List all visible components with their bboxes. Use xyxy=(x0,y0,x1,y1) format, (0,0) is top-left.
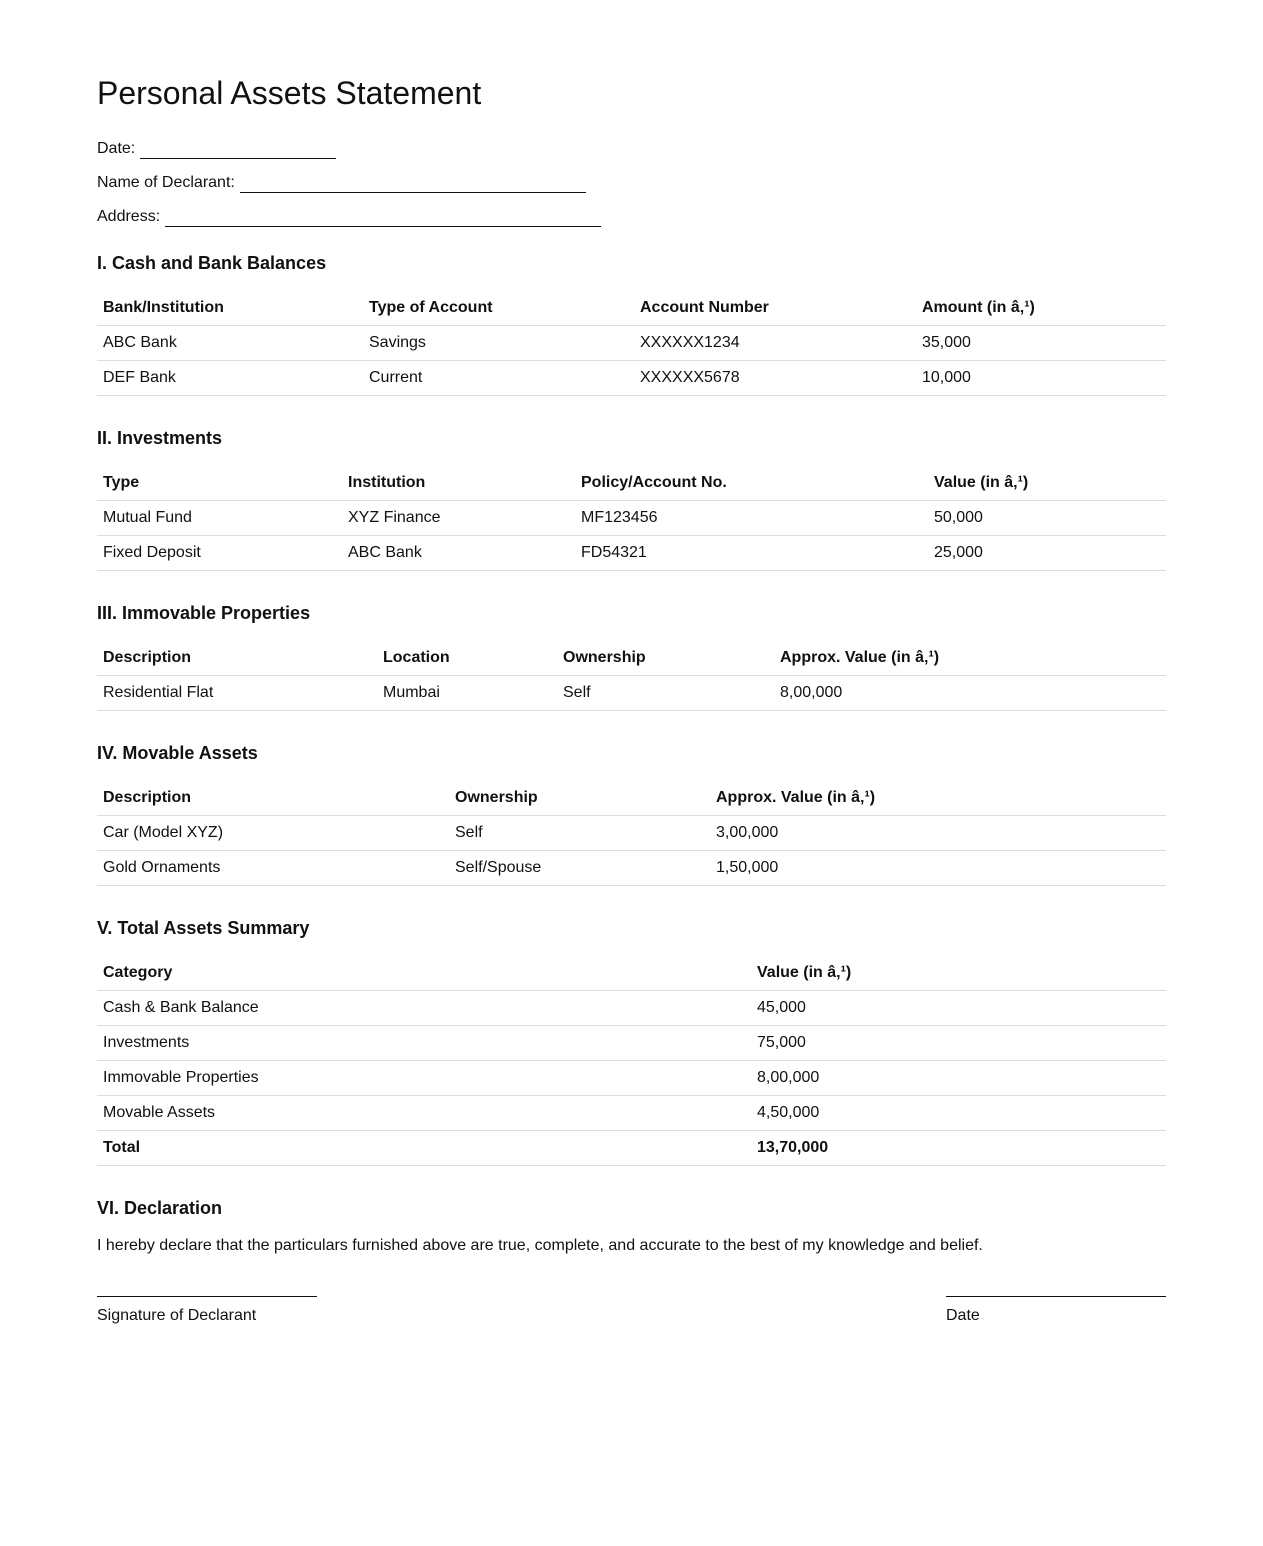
table-row xyxy=(97,851,1166,886)
address-blank[interactable] xyxy=(165,208,601,227)
address-label: Address: xyxy=(97,208,161,225)
table-cell: Self/Spouse xyxy=(449,851,710,886)
movable-table xyxy=(97,781,1166,886)
column-header: Approx. Value (in â‚¹) xyxy=(774,641,1166,676)
column-header: Category xyxy=(97,956,751,991)
table-cell: Mutual Fund xyxy=(97,501,342,536)
table-header-row xyxy=(97,956,1166,991)
signature-block-declarant xyxy=(97,1296,317,1325)
table-row xyxy=(97,361,1166,396)
table-cell: Self xyxy=(557,676,774,711)
table-row xyxy=(97,1061,1166,1096)
table-header-row xyxy=(97,291,1166,326)
table-cell: XXXXXX1234 xyxy=(634,326,916,361)
total-label: Total xyxy=(97,1131,751,1166)
section-title-summary: V. Total Assets Summary xyxy=(97,918,310,938)
table-cell: 45,000 xyxy=(751,991,1166,1026)
table-cell: Current xyxy=(363,361,634,396)
table-cell: 75,000 xyxy=(751,1026,1166,1061)
table-cell: Cash & Bank Balance xyxy=(97,991,751,1026)
column-header: Account Number xyxy=(634,291,916,326)
investments-table xyxy=(97,466,1166,571)
date-field xyxy=(97,125,1166,159)
declaration-text: I hereby declare that the particulars furnished above are true, complete, and accurate to the best of my knowledge and belief. xyxy=(97,1237,983,1254)
table-cell: Savings xyxy=(363,326,634,361)
table-cell: 10,000 xyxy=(916,361,1166,396)
signature-area xyxy=(97,1296,1166,1356)
column-header: Bank/Institution xyxy=(97,291,363,326)
signature-block-date xyxy=(946,1296,1166,1325)
table-row xyxy=(97,991,1166,1026)
page-title: Personal Assets Statement xyxy=(97,75,482,111)
table-cell: 50,000 xyxy=(928,501,1166,536)
date-blank[interactable] xyxy=(140,140,336,159)
table-cell: FD54321 xyxy=(575,536,928,571)
table-cell: ABC Bank xyxy=(342,536,575,571)
table-cell: 1,50,000 xyxy=(710,851,1166,886)
table-row xyxy=(97,1026,1166,1061)
table-row xyxy=(97,536,1166,571)
table-row xyxy=(97,501,1166,536)
immovable-table xyxy=(97,641,1166,711)
name-field xyxy=(97,159,1166,193)
column-header: Value (in â‚¹) xyxy=(928,466,1166,501)
table-cell: Car (Model XYZ) xyxy=(97,816,449,851)
table-cell: Gold Ornaments xyxy=(97,851,449,886)
table-cell: XYZ Finance xyxy=(342,501,575,536)
signature-label: Signature of Declarant xyxy=(97,1307,257,1324)
table-cell: Residential Flat xyxy=(97,676,377,711)
summary-table xyxy=(97,956,1166,1166)
table-cell: DEF Bank xyxy=(97,361,363,396)
table-cell: 25,000 xyxy=(928,536,1166,571)
table-cell: 35,000 xyxy=(916,326,1166,361)
table-cell: Self xyxy=(449,816,710,851)
table-cell: Mumbai xyxy=(377,676,557,711)
column-header: Ownership xyxy=(557,641,774,676)
section-title-cash: I. Cash and Bank Balances xyxy=(97,253,327,273)
table-cell: Fixed Deposit xyxy=(97,536,342,571)
document-page xyxy=(97,0,1166,1356)
date-label: Date: xyxy=(97,140,136,157)
table-header-row xyxy=(97,641,1166,676)
total-value: 13,70,000 xyxy=(751,1131,1166,1166)
column-header: Description xyxy=(97,781,449,816)
column-header: Description xyxy=(97,641,377,676)
name-blank[interactable] xyxy=(240,174,586,193)
table-cell: 8,00,000 xyxy=(751,1061,1166,1096)
column-header: Type of Account xyxy=(363,291,634,326)
table-cell: 4,50,000 xyxy=(751,1096,1166,1131)
header-fields xyxy=(97,125,1166,227)
section-title-investments: II. Investments xyxy=(97,428,223,448)
section-title-declaration: VI. Declaration xyxy=(97,1198,223,1218)
column-header: Approx. Value (in â‚¹) xyxy=(710,781,1166,816)
table-cell: Investments xyxy=(97,1026,751,1061)
section-title-movable: IV. Movable Assets xyxy=(97,743,258,763)
table-row xyxy=(97,816,1166,851)
table-cell: ABC Bank xyxy=(97,326,363,361)
cash-table xyxy=(97,291,1166,396)
table-cell: 8,00,000 xyxy=(774,676,1166,711)
total-row xyxy=(97,1131,1166,1166)
table-header-row xyxy=(97,466,1166,501)
table-cell: Movable Assets xyxy=(97,1096,751,1131)
table-row xyxy=(97,1096,1166,1131)
table-cell: MF123456 xyxy=(575,501,928,536)
signature-line[interactable] xyxy=(97,1296,317,1297)
table-row xyxy=(97,326,1166,361)
table-cell: Immovable Properties xyxy=(97,1061,751,1096)
table-cell: 3,00,000 xyxy=(710,816,1166,851)
column-header: Location xyxy=(377,641,557,676)
column-header: Policy/Account No. xyxy=(575,466,928,501)
table-row xyxy=(97,676,1166,711)
address-field xyxy=(97,193,1166,227)
name-label: Name of Declarant: xyxy=(97,174,235,191)
date-line[interactable] xyxy=(946,1296,1166,1297)
table-cell: XXXXXX5678 xyxy=(634,361,916,396)
column-header: Ownership xyxy=(449,781,710,816)
section-title-immovable: III. Immovable Properties xyxy=(97,603,311,623)
column-header: Type xyxy=(97,466,342,501)
date-label-bottom: Date xyxy=(946,1307,980,1324)
table-header-row xyxy=(97,781,1166,816)
column-header: Institution xyxy=(342,466,575,501)
column-header: Value (in â‚¹) xyxy=(751,956,1166,991)
column-header: Amount (in â‚¹) xyxy=(916,291,1166,326)
